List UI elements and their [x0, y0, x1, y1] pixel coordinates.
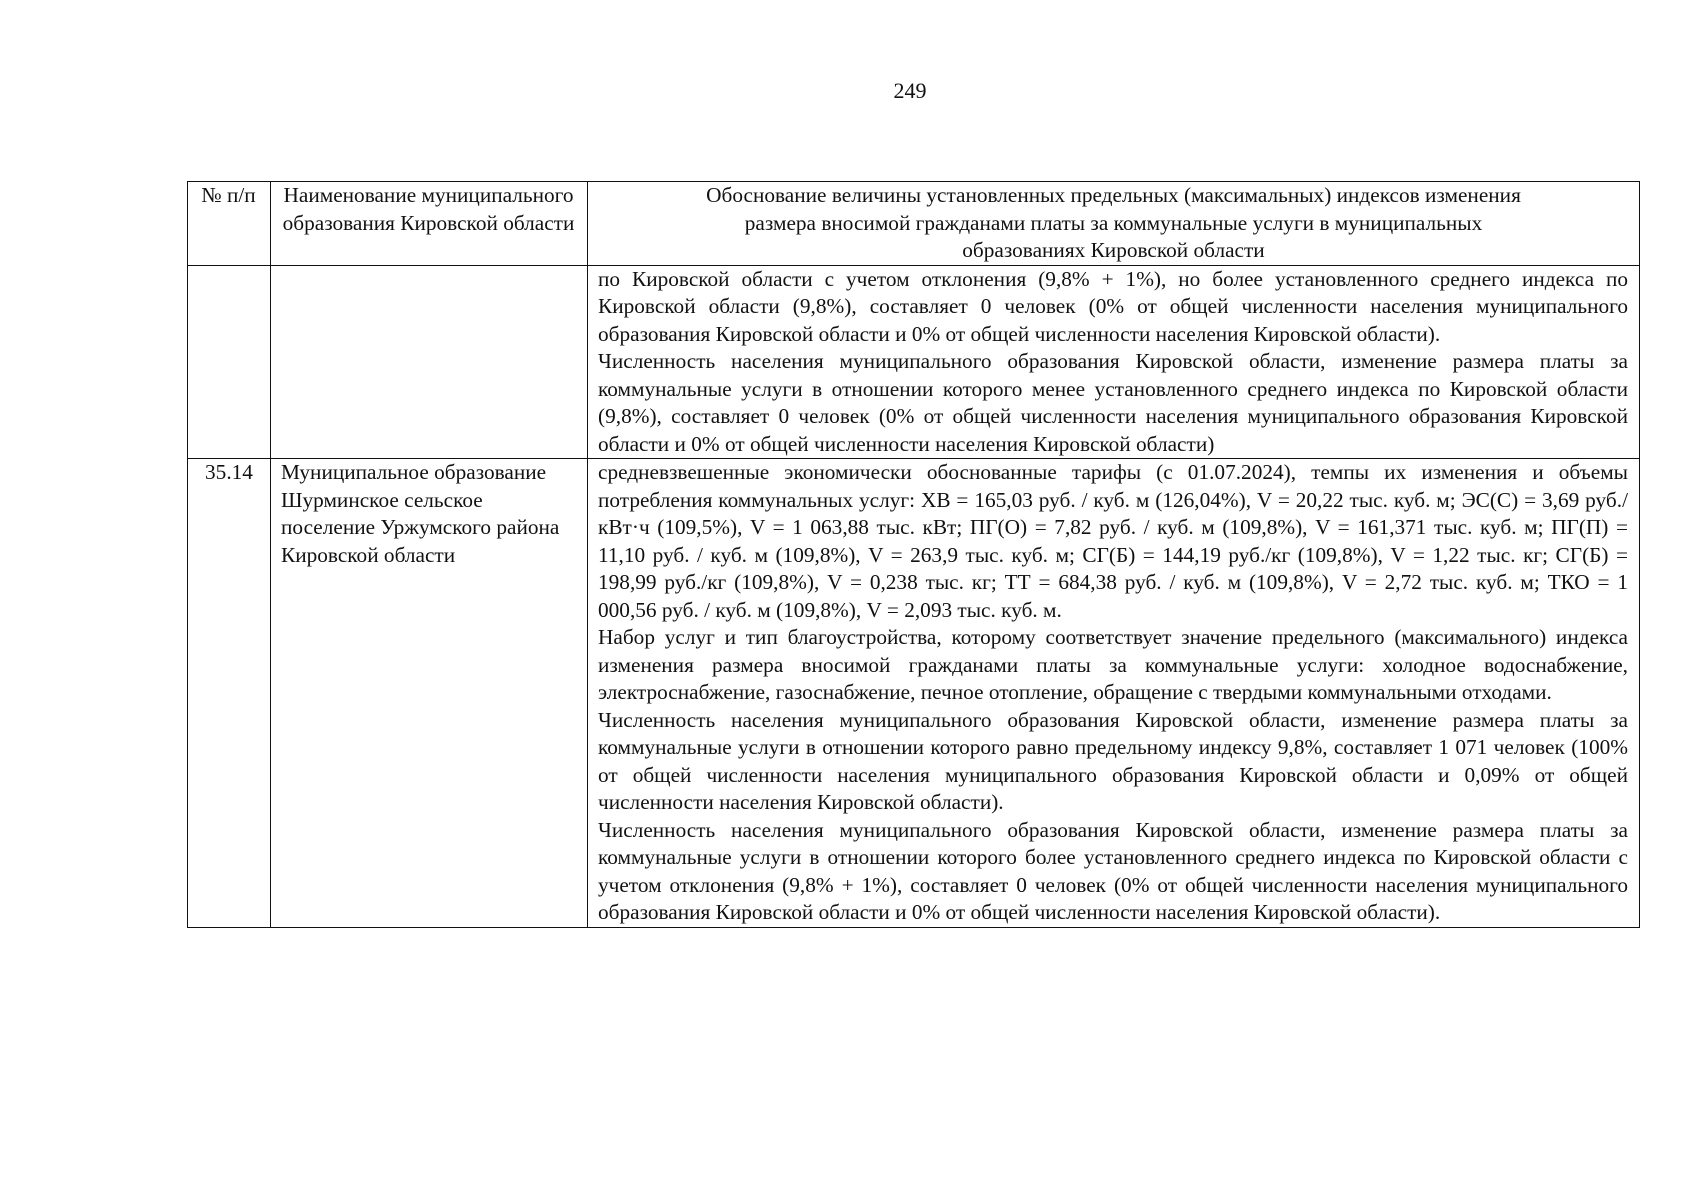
- paragraph: Численность населения муниципального образования Кировской области, изменение размера платы за коммунальные услуги в отношении которого более установленного среднего индекса по Кировской области с учетом отклонения (9,8% + 1%), составляет 0 человек (0% от общей численности населения муниципального образования Кировской области и 0% от общей численности населения Кировской области).: [598, 817, 1628, 924]
- row-name: Муниципальное образование Шурминское сельское поселение Уржумского района Кировской области: [271, 459, 588, 928]
- header-justification: [588, 182, 1640, 266]
- table-row: [188, 459, 1640, 928]
- table-row: [188, 265, 1640, 459]
- page-number: 249: [893, 78, 927, 103]
- header-num: № п/п: [188, 182, 271, 266]
- paragraph: средневзвешенные экономически обоснованные тарифы (с 01.07.2024), темпы их изменения и объемы потребления коммунальных услуг: ХВ = 165,03 руб. / куб. м (126,04%), V = 20,22 тыс. куб. м; ЭС(С) = 3,69 руб./кВт·ч (109,5%), V = 1 063,88 тыс. кВт; ПГ(О) = 7,82 руб. / куб. м (109,8%), V = 161,371 тыс. куб. м; ПГ(П) = 11,10 руб. / куб. м (109,8%), V = 263,9 тыс. куб. м; СГ(Б) = 144,19 руб./кг (109,8%), V = 1,22 тыс. кг; СГ(Б) = 198,99 руб./кг (109,8%), V = 0,238 тыс. кг; ТТ = 684,38 руб. / куб. м (109,8%), V = 2,72 тыс. куб. м; ТКО = 1 000,56 руб. / куб. м (109,8%), V = 2,093 тыс. куб. м.: [598, 460, 1628, 622]
- row-num: 35.14: [188, 459, 271, 928]
- justification-table: [187, 181, 1640, 928]
- paragraph: по Кировской области с учетом отклонения (9,8% + 1%), но более установленного среднего индекса по Кировской области (9,8%), составляет 0 человек (0% от общей численности населения муниципального образования Кировской области и 0% от общей численности населения Кировской области).: [598, 266, 1628, 346]
- paragraph: Численность населения муниципального образования Кировской области, изменение размера платы за коммунальные услуги в отношении которого менее установленного среднего индекса по Кировской области (9,8%), составляет 0 человек (0% от общей численности населения муниципального образования Кировской области и 0% от общей численности населения Кировской области): [598, 349, 1628, 456]
- row-justification: [588, 459, 1640, 928]
- header-justification-text: Обоснование величины установленных предельных (максимальных) индексов изменения размера вносимой гражданами платы за коммунальные услуги в муниципальных образованиях Кировской области: [706, 183, 1521, 262]
- row-name: [271, 265, 588, 459]
- paragraph: Набор услуг и тип благоустройства, которому соответствует значение предельного (максимального) индекса изменения размера вносимой гражданами платы за коммунальные услуги: холодное водоснабжение, электроснабжение, газоснабжение, печное отопление, обращение с твердыми коммунальными отходами.: [598, 625, 1628, 704]
- table-header-row: [188, 182, 1640, 266]
- header-name: Наименование муниципального образования Кировской области: [271, 182, 588, 266]
- row-num: [188, 265, 271, 459]
- paragraph: Численность населения муниципального образования Кировской области, изменение размера платы за коммунальные услуги в отношении которого равно предельному индексу 9,8%, составляет 1 071 человек (100% от общей численности населения муниципального образования Кировской области и 0,09% от общей численности населения Кировской области).: [598, 707, 1628, 814]
- row-justification: [588, 265, 1640, 459]
